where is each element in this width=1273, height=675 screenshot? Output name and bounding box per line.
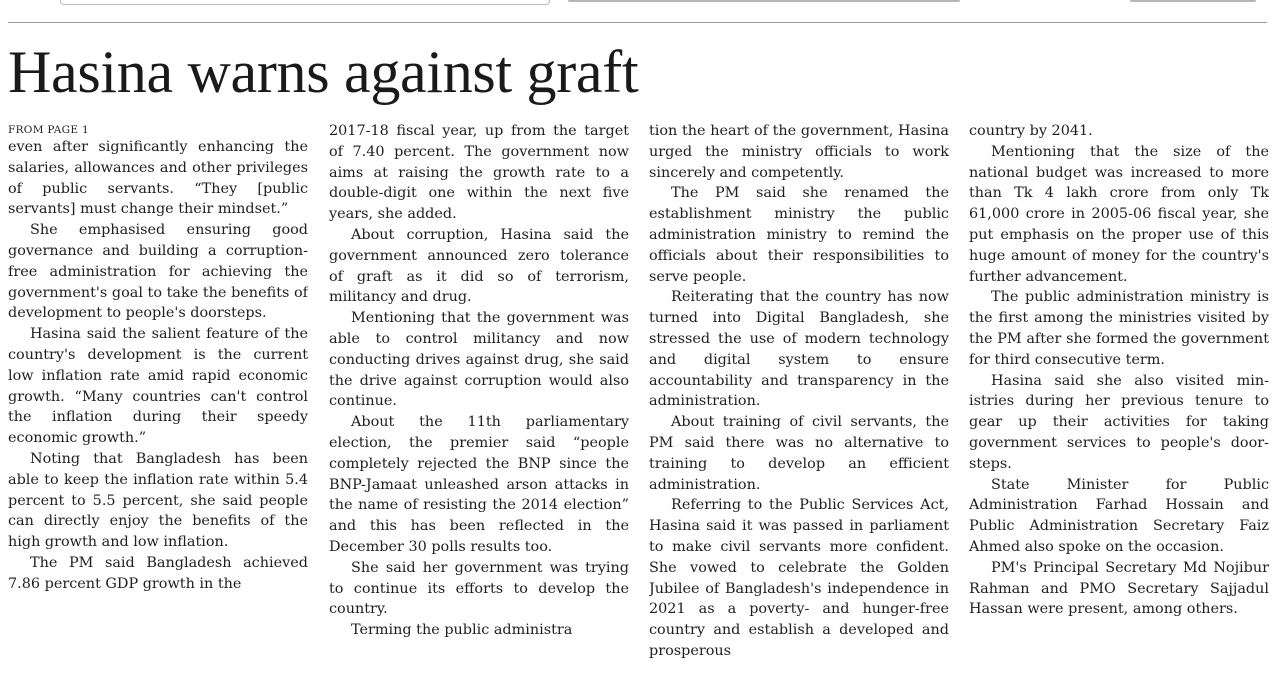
paragraph: She said her government was trying to continue its efforts to develop the country. <box>329 559 629 618</box>
top-rule <box>8 22 1267 23</box>
article-column-1 <box>8 121 308 671</box>
paragraph: Hasina said she also visited ministries during her previous tenure to gear up their activities for taking government services to people's doorsteps. <box>969 372 1269 472</box>
paragraph: country by 2041. <box>969 123 1093 139</box>
cut-off-text-fragment <box>1130 0 1256 2</box>
paragraph: State Minister for Public Administration Farhad Hossain and Public Administration Secretary Faiz Ahmed also spoke on the occasion. <box>969 476 1269 555</box>
paragraph: Referring to the Public Services Act, Hasina said it was passed in parliament to make civil servants more confident. She vowed to celebrate the Golden Jubilee of Bangladesh's independence in 2021 as a poverty- and hunger-free country and establish a developed and prosperous <box>649 497 949 659</box>
previous-story-box-edge <box>60 0 550 5</box>
paragraph: even after significantly enhancing the salaries, allowances and other privileges of public servants. “They [public servants] must change their mindset.” <box>8 139 308 218</box>
paragraph: tion the heart of the government, Hasina urged the ministry officials to work sincerely and competently. <box>649 123 949 181</box>
headline: Hasina warns against graft <box>8 39 639 105</box>
paragraph: The public administration ministry is the first among the ministries visited by the PM after she formed the government for third consecutive term. <box>969 289 1269 368</box>
paragraph: Reiterating that the country has now turned into Digital Bangladesh, she stressed the use of modern technology and digital system to ensure accountability and transparency in the administration. <box>649 289 949 410</box>
article-column-2 <box>329 121 629 671</box>
article-column-4 <box>969 121 1269 671</box>
paragraph: About corruption, Hasina said the government announced zero tolerance of graft as it did so of terrorism, militancy and drug. <box>329 226 629 306</box>
paragraph: Hasina said the salient feature of the country's development is the current low inflation rate amid rapid economic growth. “Many countries can't control the inflation during their speedy economic growth.” <box>8 326 308 447</box>
paragraph: About training of civil servants, the PM said there was no alternative to training to develop an efficient administration. <box>649 414 949 493</box>
paragraph: Noting that Bangladesh has been able to keep the inflation rate within 5.4 percent to 5.5 percent, she said people can directly enjoy the benefits of the high growth and low inflation. <box>8 450 308 551</box>
jump-label: FROM PAGE 1 <box>8 124 89 136</box>
paragraph: Terming the public administra <box>351 622 573 639</box>
cut-off-text-fragment <box>568 0 960 2</box>
paragraph: Mentioning that the size of the national budget was increased to more than Tk 4 lakh crore from only Tk 61,000 crore in 2005-06 fiscal year, she put emphasis on the proper use of this huge amount of money for the country's further advancement. <box>969 143 1269 285</box>
article-column-3 <box>649 121 949 671</box>
paragraph: The PM said Bangladesh achieved 7.86 percent GDP growth in the <box>8 554 308 592</box>
paragraph: 2017-18 fiscal year, up from the target of 7.40 percent. The government now aims at raising the growth rate to a double-digit one within the next five years, she added. <box>329 123 629 223</box>
paragraph: She emphasised ensuring good governance and building a corruption-free administration for achieving the government's goal to take the benefits of development to people's doorsteps. <box>8 222 308 322</box>
paragraph: About the 11th parliamentary election, the premier said “people completely rejected the BNP since the BNP-Jamaat unleashed arson attacks in the name of resisting the 2014 election” and this has been reflected in the December 30 polls results too. <box>329 414 629 555</box>
paragraph: Mentioning that the government was able to control militancy and now conducting drives against drug, she said the drive against corruption would also continue. <box>329 310 629 410</box>
previous-story-fragment <box>0 0 1273 8</box>
paragraph: PM's Principal Secretary Md Nojibur Rahman and PMO Secretary Sajjadul Hassan were present, among others. <box>969 559 1269 618</box>
paragraph: The PM said she renamed the establishment ministry the public administration ministry to remind the officials about their responsibilities to serve people. <box>649 185 949 285</box>
